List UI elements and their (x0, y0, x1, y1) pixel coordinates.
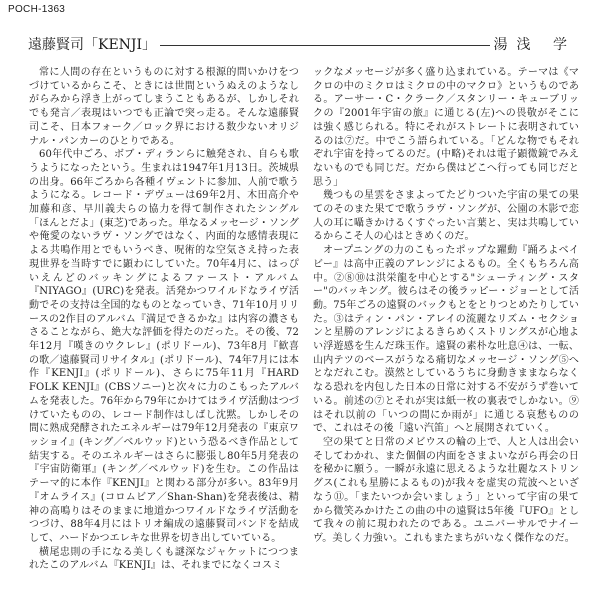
paragraph: 60年代中ごろ、ボブ・ディランらに触発され、自らも歌うようになったという。生まれは1947年1月13日。茨城県の出身。66年ごろから各種イヴェントに参加、人前で歌うようになる。レコード・デヴューは69年2月、木田高介や加藤和彦、早川義夫らの協力を得て制作されたシングル「ほんとだよ」(東芝)であった。単なるメッセージ・ソングや俺愛のないラヴ・ソングではなく、内面的な感情表現による共鳴作用とでもいうべき、呪術的な空気さえ持った表現世界を当時すでに顕わにしていた。70年4月に、はっぴいえんどのバッキングによるファースト・アルバム『NIYAGO』(URC)を発表。活発かつワイルドなライヴ活動でその支持は全国的なものとなっていき、71年10月リリースの2作目のアルバム『満足できるかな』は内容の濃さもさることながら、絶大な評価を得たのだった。その後、72年12月『嘆きのウクレレ』(ポリドール)、73年8月『歓喜の歌／遠藤賢司リサイタル』(ポリドール)、74年7月には本作『KENJI』(ポリドール)、さらに75年11月『HARD FOLK KENJI』(CBSソニー)と次々に力のこもったアルバムを発表した。76年から79年にかけてはライヴ活動はつづけていたものの、レコード制作はしばし沈黙。しかしその間に熟成発酵されたエネルギーは79年12月発表の『東京ワッショイ』(キング／ベルウッド)という恐るべき作品として結実する。そのエネルギーはさらに膨張し80年5月発表の『宇宙防衛軍』(キング／ベルウッド)を生む。この作品はテーマ的に本作『KENJI』と関わる部分が多い。83年9月『オムライス』(コロムビア／Shan-Shan)を発表後は、精神の高鳴りはそのままに地道かつワイルドなライヴ活動をつづけ、88年4月にはトリオ編成の遠藤賢司バンドを結成して、ハードかつエレキな世界を切き出していている。 (29, 149, 299, 544)
paragraph: 横尾忠則の手になる美しくも謎深なジャケットにつつまれたこのアルバム『KENJI』は、それまでになくコスミ (29, 546, 299, 572)
right-column (313, 66, 579, 598)
title-rule (140, 45, 534, 46)
paragraph: 常に人間の存在というものに対する根源的問いかけをつづけているからこそ、ときには世間というぬえのようなしがらみから浮き上がってしまうこともあるが、しかしそれでも発言／表現はいつでも正論で突っ走る。そんな遠藤賢司こそ、日本フォーク／ロック界における数少ないオリジナル・パンカーのひとりである。 (29, 67, 299, 147)
paragraph: オープニングの力のこもったポップな躍動『踊ろよベイビー』は高中正義のアレンジによるもの。全くもちろん高中。②⑧⑩は洪栄龍を中心とする"シューティング・スター"のバッキング。彼らはその後ラッピー・ジョーとして活動。75年ごろの遠賢のバックもとをとりつとめたりしていた。③はティン・パン・アレイの流麗なリズム・セクションと星勝のアレンジによるきらめくストリングスが心地よい浮遊感を生んだ珠玉作。遠賢の素朴な吐息④は、一転、山内テツのベースがうなる痛切なメッセージ・ソング⑤へとなだれこむ。漠然としているうちに身動きままならなくなる恐れを内包した日本の日常に対する不安がうず巻いている。前述の⑦とそれが実は紙一枚の裏表でしかない。⑨はそれ以前の「いつの間にか雨が」に通じる哀愁ものので、これはその後「遠い汽笛」へと展開されていく。 (313, 245, 579, 435)
paragraph: 空の果てと日常のメビウスの輪の上で、人と人は出会いそしてわかれ、また個個の内面をさまよいながら再会の日を秘かに願う。一瞬が永遠に思えるような壮麗なストリングス(これも星勝によるもの)が我々を虚実の荒波へといざなう⑪。「またいつか会いましょう」といって宇宙の果てから微笑みかけたこの曲の中の遠賢は5年後『UFO』として我々の前に現われたのである。ユニバーサルでナイーヴ。美しく力強い。これもまたまちがいなく傑作なのだ。 (313, 436, 579, 544)
left-column (29, 66, 299, 598)
paragraph: 幾つもの星雲をさまよってたどりついた宇宙の果ての果てのそのまた果てで歌うラヴ・ソングが、公園の木影で恋人の耳に囁きかけるくすぐったい言葉と、実は共鳴しているからこそ人の心はときめくのだ。 (313, 190, 579, 243)
article-header (28, 36, 576, 56)
article-author: 湯浅 学 (490, 36, 576, 54)
article-title: 遠藤賢司「KENJI」 (28, 36, 160, 54)
catalog-number: POCH-1363 (8, 4, 66, 15)
paragraph: ックなメッセージが多く盛り込まれている。テーマは《マクロの中のミクロはミクロの中のマクロ》というものである。アーサー・C・クラーク／スタンリー・キューブリックの『2001年宇宙の旅』に通じる(左)への畏敬がそこには強く感じられる。特にそれがストレートに表明されているのは⑦だ。中でこう語られている。「どんな物でもそれぞれ宇宙を持ってるのだ。(中略)それは電子顕微鏡でみえないものでも同じだ。だから僕はどこへ行っても同じだと思う」 (313, 67, 579, 188)
